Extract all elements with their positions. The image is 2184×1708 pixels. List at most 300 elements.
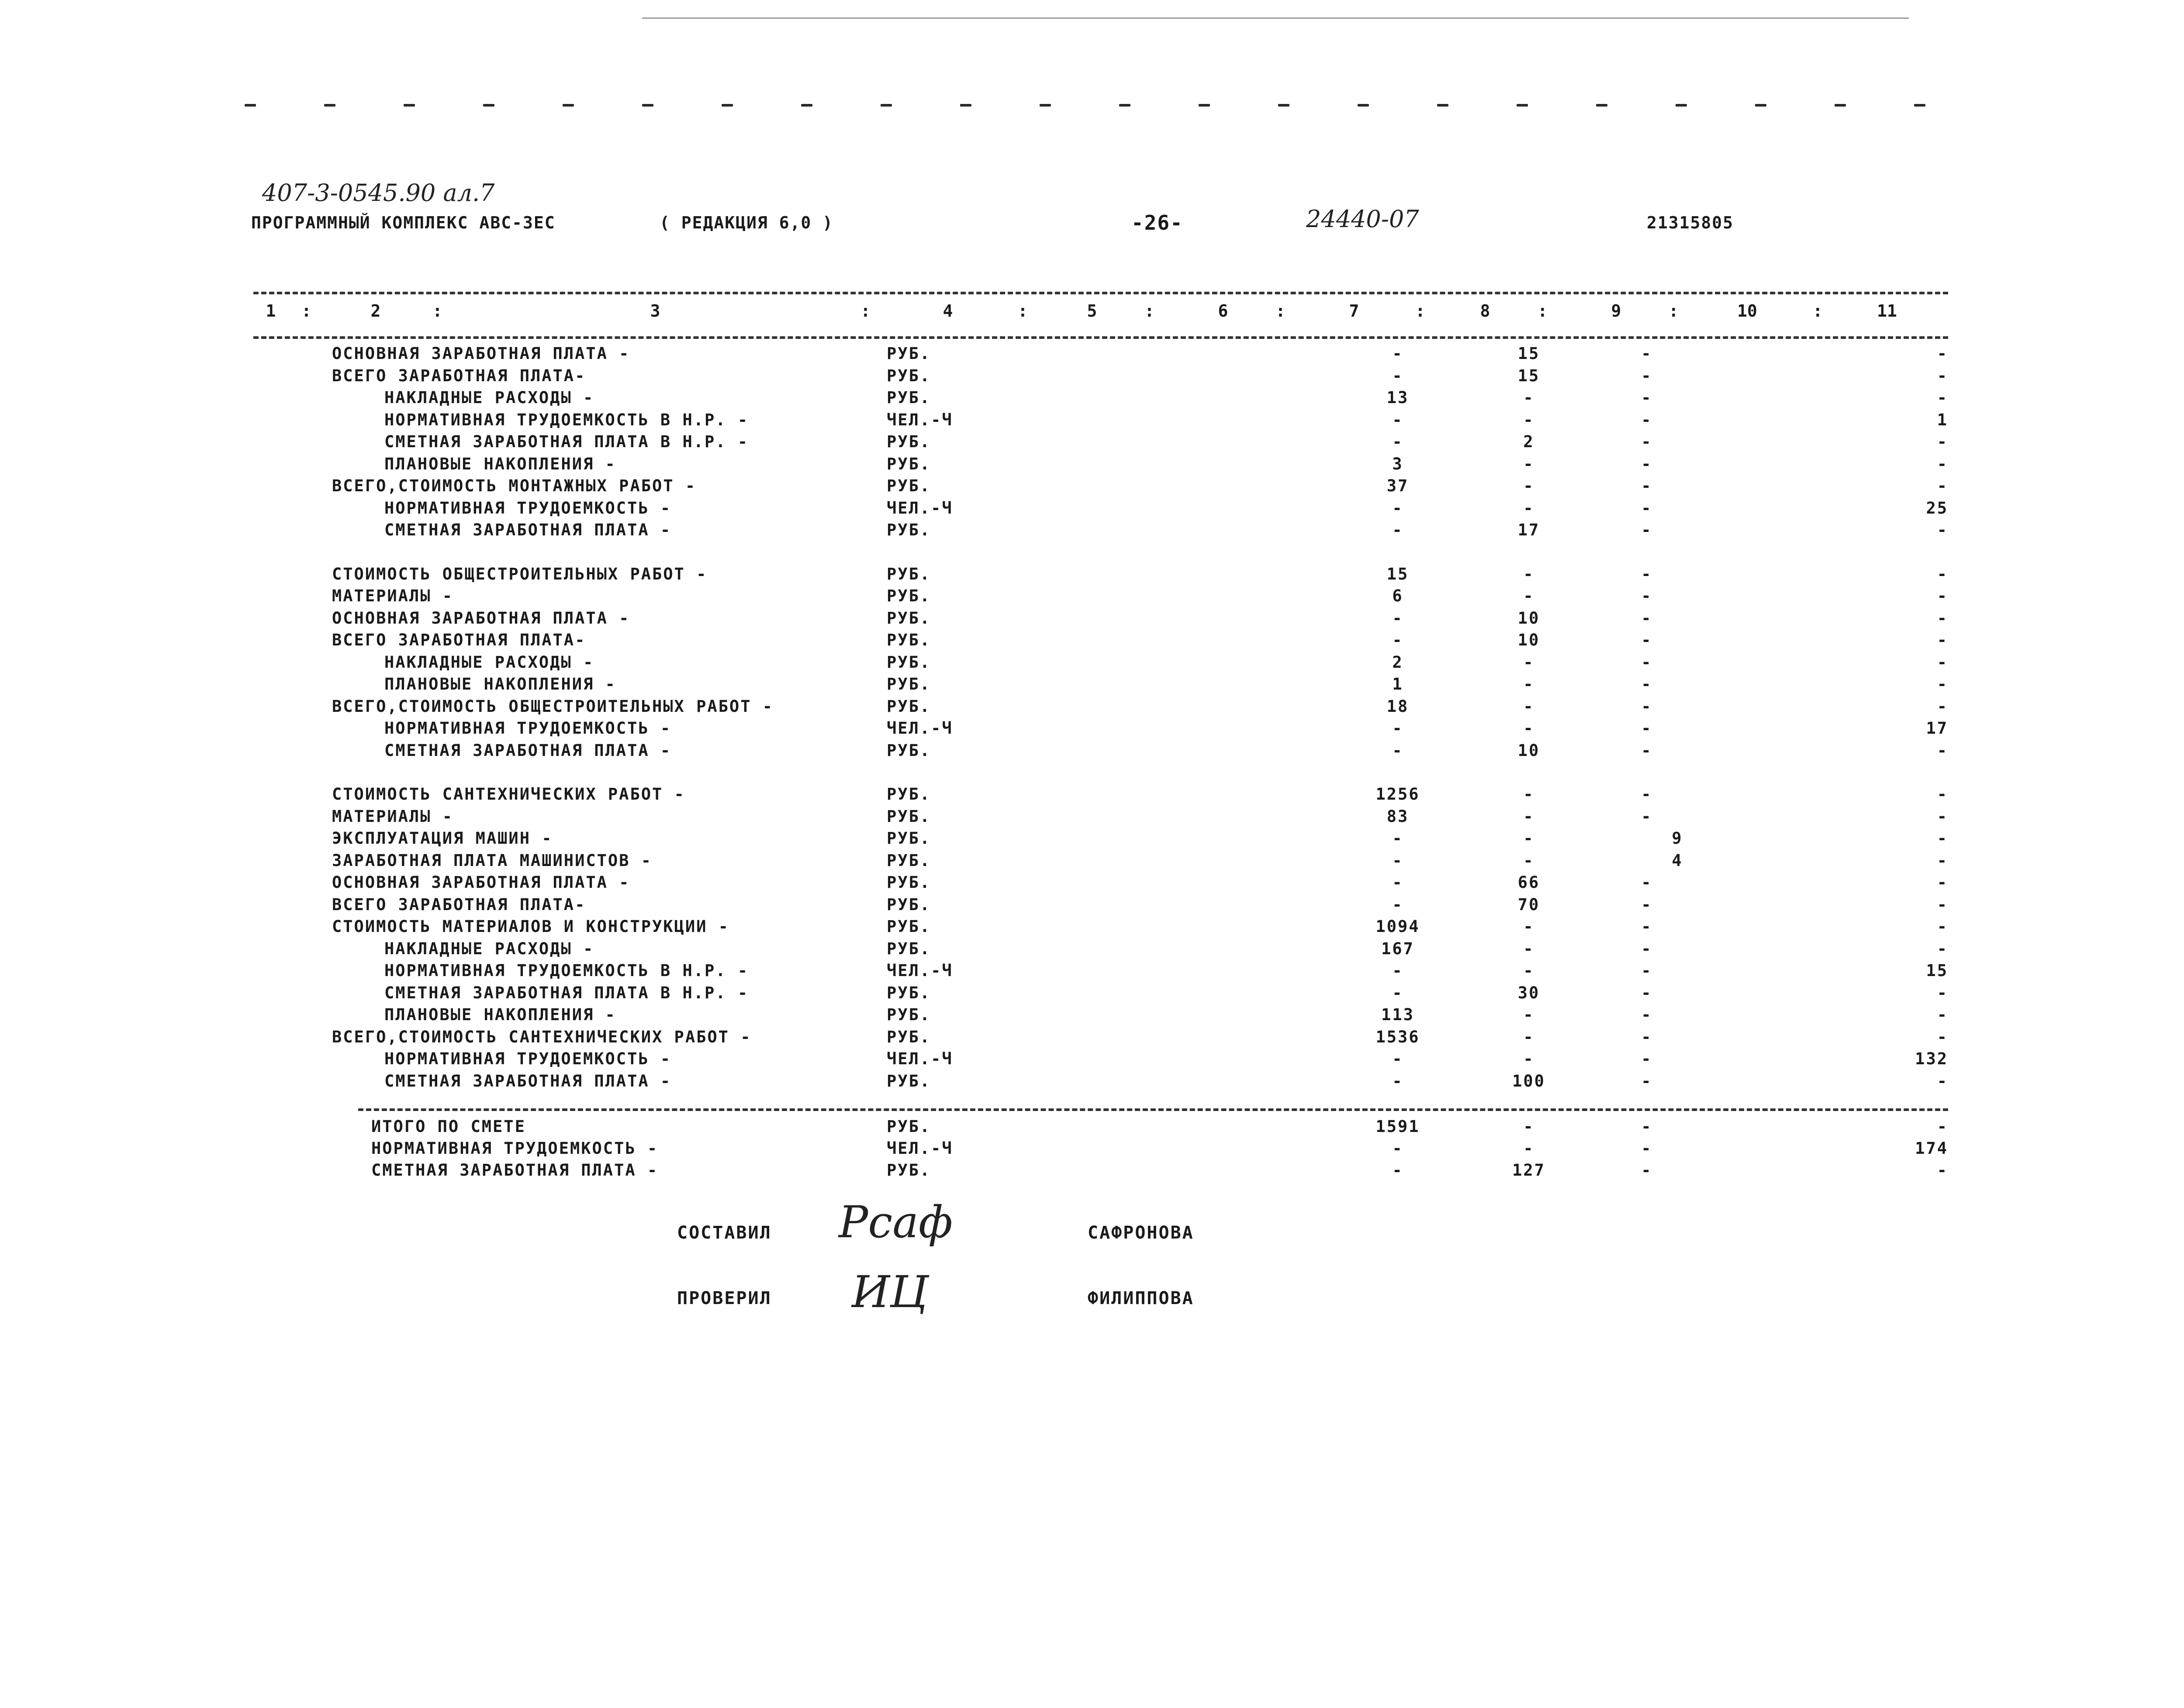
- cell-col8: -: [1523, 675, 1534, 694]
- table-row: [0, 499, 2184, 521]
- row-label: НАКЛАДНЫЕ РАСХОДЫ -: [384, 939, 594, 958]
- cell-col7: 2: [1392, 652, 1403, 672]
- row-unit: РУБ.: [887, 454, 931, 473]
- scan-top-line: [642, 17, 1909, 19]
- cell-col9: -: [1641, 454, 1652, 473]
- cell-col7: 113: [1381, 1005, 1414, 1024]
- row-unit: РУБ.: [887, 939, 931, 958]
- cell-col9: -: [1641, 1161, 1652, 1180]
- row-label: ПЛАНОВЫЕ НАКОПЛЕНИЯ -: [384, 1005, 616, 1024]
- cell-col7: -: [1392, 366, 1403, 385]
- cell-col8: -: [1523, 1117, 1534, 1136]
- cell-col11: -: [1937, 454, 1948, 473]
- cell-col7: -: [1392, 873, 1403, 892]
- perforation-dash: [245, 104, 256, 107]
- table-row: [0, 476, 2184, 498]
- row-label: ВСЕГО,СТОИМОСТЬ МОНТАЖНЫХ РАБОТ -: [332, 476, 697, 495]
- program-title: ПРОГРАММНЫЙ КОМПЛЕКС АВС-3ЕС: [251, 213, 556, 232]
- cell-col8: -: [1523, 807, 1534, 826]
- column-separator: :: [1018, 301, 1028, 321]
- cell-col11: -: [1937, 1161, 1948, 1180]
- cell-col9: -: [1641, 939, 1652, 958]
- perforation-dash: [1040, 104, 1051, 107]
- table-row: [0, 961, 2184, 983]
- cell-col11: -: [1937, 675, 1948, 694]
- table-row: [0, 829, 2184, 851]
- row-unit: ЧЕЛ.-Ч: [887, 1139, 953, 1158]
- table-row: [0, 432, 2184, 454]
- cell-col9: -: [1641, 608, 1652, 628]
- row-label: СМЕТНАЯ ЗАРАБОТНАЯ ПЛАТА В Н.Р. -: [384, 983, 749, 1002]
- row-label: ОСНОВНАЯ ЗАРАБОТНАЯ ПЛАТА -: [332, 608, 630, 628]
- document-code: 21315805: [1647, 213, 1734, 232]
- cell-col8: -: [1523, 939, 1534, 958]
- row-label: НОРМАТИВНАЯ ТРУДОЕМКОСТЬ -: [371, 1139, 659, 1158]
- cell-col11: -: [1937, 829, 1948, 848]
- cell-col8: -: [1523, 719, 1534, 738]
- column-number: 3: [650, 301, 660, 321]
- cell-col11: -: [1937, 895, 1948, 914]
- cell-col8: 10: [1517, 631, 1540, 649]
- row-unit: РУБ.: [887, 741, 931, 760]
- cell-col7: 3: [1392, 454, 1403, 473]
- column-number: 11: [1877, 301, 1897, 321]
- row-unit: РУБ.: [887, 675, 931, 694]
- row-unit: РУБ.: [887, 388, 931, 407]
- perforation-dash: [1437, 104, 1448, 107]
- row-unit: РУБ.: [887, 344, 931, 363]
- column-separator: :: [1669, 301, 1679, 321]
- cell-col9: -: [1641, 631, 1652, 649]
- cell-col11: 25: [1926, 498, 1948, 518]
- cell-col7: 1: [1392, 675, 1403, 694]
- cell-col8: -: [1523, 1027, 1534, 1046]
- cell-col9: -: [1641, 741, 1652, 760]
- compiled-label: СОСТАВИЛ: [677, 1223, 772, 1243]
- cell-col7: -: [1392, 741, 1403, 760]
- table-row: [0, 675, 2184, 697]
- table-row: [0, 851, 2184, 873]
- cell-col7: -: [1392, 1139, 1403, 1158]
- cell-col9: -: [1641, 807, 1652, 826]
- cell-col8: 15: [1517, 366, 1540, 385]
- cell-col7: 83: [1386, 807, 1409, 826]
- row-label: ПЛАНОВЫЕ НАКОПЛЕНИЯ -: [384, 454, 616, 473]
- cell-col11: -: [1937, 873, 1948, 892]
- cell-col8: -: [1523, 564, 1534, 583]
- table-row: [0, 1005, 2184, 1027]
- cell-col9: -: [1641, 521, 1652, 539]
- cell-col7: -: [1392, 410, 1403, 429]
- column-separator: :: [432, 301, 442, 321]
- column-number: 6: [1218, 301, 1228, 321]
- cell-col9: -: [1641, 587, 1652, 605]
- perforation-dash: [642, 104, 653, 107]
- table-row: [0, 388, 2184, 410]
- cell-col9: -: [1641, 652, 1652, 672]
- row-unit: РУБ.: [887, 1005, 931, 1024]
- row-label: НОРМАТИВНАЯ ТРУДОЕМКОСТЬ -: [384, 498, 672, 518]
- row-unit: РУБ.: [887, 697, 931, 716]
- row-unit: РУБ.: [887, 432, 931, 451]
- cell-col8: 15: [1517, 344, 1540, 363]
- cell-col11: -: [1937, 432, 1948, 451]
- table-row: [0, 741, 2184, 763]
- row-label: СМЕТНАЯ ЗАРАБОТНАЯ ПЛАТА -: [371, 1161, 659, 1180]
- row-unit: РУБ.: [887, 652, 931, 672]
- cell-col9: -: [1641, 785, 1652, 804]
- row-unit: РУБ.: [887, 608, 931, 628]
- cell-col11: -: [1937, 851, 1948, 870]
- table-row: [0, 411, 2184, 432]
- cell-col11: -: [1937, 1117, 1948, 1136]
- table-row: [0, 939, 2184, 961]
- cell-col8: -: [1523, 961, 1534, 980]
- cell-col9: -: [1641, 983, 1652, 1002]
- cell-col8: -: [1523, 851, 1534, 870]
- cell-col9: -: [1641, 1049, 1652, 1068]
- table-row: [0, 1139, 2184, 1161]
- cell-col7: -: [1392, 432, 1403, 451]
- handwritten-code: 407-3-0545.90 ал.7: [262, 179, 495, 207]
- row-label: ВСЕГО ЗАРАБОТНАЯ ПЛАТА-: [332, 366, 586, 385]
- table-row: [0, 719, 2184, 741]
- cell-col8: 100: [1512, 1071, 1545, 1090]
- cell-col9: -: [1641, 476, 1652, 495]
- cell-col11: -: [1937, 652, 1948, 672]
- column-separator: :: [1813, 301, 1823, 321]
- table-row: [0, 587, 2184, 608]
- cell-col8: -: [1523, 785, 1534, 804]
- cell-col7: 15: [1386, 564, 1409, 583]
- row-label: ЗАРАБОТНАЯ ПЛАТА МАШИНИСТОВ -: [332, 851, 653, 870]
- row-unit: ЧЕЛ.-Ч: [887, 961, 953, 980]
- row-unit: РУБ.: [887, 829, 931, 848]
- column-separator: :: [860, 301, 871, 321]
- table-row: [0, 344, 2184, 366]
- cell-col8: -: [1523, 587, 1534, 605]
- edition-label: ( РЕДАКЦИЯ 6,0 ): [660, 213, 834, 232]
- row-unit: РУБ.: [887, 1161, 931, 1180]
- row-label: МАТЕРИАЛЫ -: [332, 587, 454, 605]
- perforation-dash: [960, 104, 971, 107]
- table-row: [0, 521, 2184, 542]
- cell-col8: -: [1523, 410, 1534, 429]
- cell-col11: -: [1937, 917, 1948, 936]
- row-unit: РУБ.: [887, 895, 931, 914]
- handwritten-number: 24440-07: [1306, 205, 1419, 233]
- perforation-dash: [1278, 104, 1289, 107]
- column-separator: :: [301, 301, 311, 321]
- cell-col11: -: [1937, 388, 1948, 407]
- row-label: СМЕТНАЯ ЗАРАБОТНАЯ ПЛАТА -: [384, 521, 672, 539]
- cell-col11: -: [1937, 807, 1948, 826]
- cell-col11: -: [1937, 1027, 1948, 1046]
- cell-col11: -: [1937, 564, 1948, 583]
- cell-col8: 17: [1517, 521, 1540, 539]
- row-unit: РУБ.: [887, 631, 931, 649]
- cell-col9: -: [1641, 917, 1652, 936]
- perforation-dash: [1358, 104, 1369, 107]
- column-separator: :: [1415, 301, 1425, 321]
- cell-col9: -: [1641, 1005, 1652, 1024]
- row-label: СТОИМОСТЬ САНТЕХНИЧЕСКИХ РАБОТ -: [332, 785, 685, 804]
- row-unit: РУБ.: [887, 873, 931, 892]
- cell-col7: -: [1392, 608, 1403, 628]
- row-label: ПЛАНОВЫЕ НАКОПЛЕНИЯ -: [384, 675, 616, 694]
- row-label: СМЕТНАЯ ЗАРАБОТНАЯ ПЛАТА -: [384, 741, 672, 760]
- cell-col8: 30: [1517, 983, 1540, 1002]
- cell-col7: -: [1392, 961, 1403, 980]
- perforation-dash: [1676, 104, 1687, 107]
- checked-label: ПРОВЕРИЛ: [677, 1288, 772, 1308]
- table-row: [0, 1161, 2184, 1183]
- cell-col9: -: [1641, 961, 1652, 980]
- cell-col7: 18: [1386, 697, 1409, 716]
- row-unit: РУБ.: [887, 785, 931, 804]
- cell-col7: 167: [1381, 939, 1414, 958]
- row-unit: ЧЕЛ.-Ч: [887, 498, 953, 518]
- cell-col9: -: [1641, 895, 1652, 914]
- row-unit: ЧЕЛ.-Ч: [887, 1049, 953, 1068]
- perforation-dash: [1119, 104, 1130, 107]
- cell-col8: -: [1523, 1005, 1534, 1024]
- perforation-dash: [1199, 104, 1210, 107]
- row-label: ВСЕГО ЗАРАБОТНАЯ ПЛАТА-: [332, 895, 586, 914]
- perforation-dash: [404, 104, 415, 107]
- cell-col11: -: [1937, 741, 1948, 760]
- cell-col8: 2: [1523, 432, 1534, 451]
- row-unit: РУБ.: [887, 1117, 931, 1136]
- row-unit: РУБ.: [887, 1071, 931, 1090]
- cell-col8: 70: [1517, 895, 1540, 914]
- cell-col11: -: [1937, 476, 1948, 495]
- row-label: НАКЛАДНЫЕ РАСХОДЫ -: [384, 652, 594, 672]
- column-number: 7: [1349, 301, 1359, 321]
- perforation-dash: [324, 104, 335, 107]
- table-row: [0, 895, 2184, 917]
- cell-col7: -: [1392, 895, 1403, 914]
- cell-col7: -: [1392, 631, 1403, 649]
- cell-col8: -: [1523, 454, 1534, 473]
- cell-col7: 1591: [1375, 1117, 1420, 1136]
- cell-col10: 4: [1672, 851, 1683, 870]
- table-row: [0, 565, 2184, 587]
- perforation-dash: [881, 104, 892, 107]
- row-unit: РУБ.: [887, 807, 931, 826]
- row-unit: РУБ.: [887, 1027, 931, 1046]
- cell-col7: 13: [1386, 388, 1409, 407]
- table-header-rule: [253, 336, 1948, 339]
- column-number: 10: [1737, 301, 1757, 321]
- cell-col11: -: [1937, 1071, 1948, 1090]
- cell-col9: -: [1641, 873, 1652, 892]
- row-label: СТОИМОСТЬ ОБЩЕСТРОИТЕЛЬНЫХ РАБОТ -: [332, 564, 708, 583]
- cell-col11: -: [1937, 344, 1948, 363]
- cell-col7: -: [1392, 1161, 1403, 1180]
- totals-rule: [358, 1108, 1948, 1111]
- cell-col7: -: [1392, 521, 1403, 539]
- page-number: -26-: [1131, 211, 1183, 235]
- compiled-signature: Рсаф: [839, 1197, 953, 1248]
- table-top-rule: [253, 292, 1948, 294]
- cell-col8: -: [1523, 498, 1534, 518]
- row-label: ВСЕГО,СТОИМОСТЬ ОБЩЕСТРОИТЕЛЬНЫХ РАБОТ -: [332, 697, 774, 716]
- column-number: 1: [266, 301, 276, 321]
- row-label: НОРМАТИВНАЯ ТРУДОЕМКОСТЬ В Н.Р. -: [384, 961, 749, 980]
- row-label: ВСЕГО ЗАРАБОТНАЯ ПЛАТА-: [332, 631, 586, 649]
- cell-col9: -: [1641, 675, 1652, 694]
- cell-col8: -: [1523, 388, 1534, 407]
- perforation-dash: [722, 104, 733, 107]
- cell-col9: -: [1641, 719, 1652, 738]
- table-row: [0, 1072, 2184, 1094]
- column-separator: :: [1144, 301, 1154, 321]
- column-number: 8: [1480, 301, 1490, 321]
- cell-col7: -: [1392, 1049, 1403, 1068]
- cell-col9: -: [1641, 388, 1652, 407]
- row-label: НОРМАТИВНАЯ ТРУДОЕМКОСТЬ -: [384, 1049, 672, 1068]
- row-label: СМЕТНАЯ ЗАРАБОТНАЯ ПЛАТА -: [384, 1071, 672, 1090]
- perforation-dash: [1914, 104, 1925, 107]
- cell-col11: -: [1937, 697, 1948, 716]
- row-label: ОСНОВНАЯ ЗАРАБОТНАЯ ПЛАТА -: [332, 344, 630, 363]
- cell-col8: -: [1523, 697, 1534, 716]
- column-number: 4: [943, 301, 953, 321]
- row-unit: РУБ.: [887, 521, 931, 539]
- cell-col11: 132: [1915, 1049, 1948, 1068]
- column-separator: :: [1275, 301, 1286, 321]
- cell-col9: -: [1641, 697, 1652, 716]
- cell-col9: -: [1641, 1139, 1652, 1158]
- perforation-dash: [1517, 104, 1528, 107]
- column-separator: :: [1538, 301, 1548, 321]
- column-number: 5: [1087, 301, 1097, 321]
- cell-col7: 37: [1386, 476, 1409, 495]
- cell-col11: -: [1937, 939, 1948, 958]
- cell-col7: -: [1392, 829, 1403, 848]
- cell-col11: 174: [1915, 1139, 1948, 1158]
- cell-col9: -: [1641, 410, 1652, 429]
- compiled-name: САФРОНОВА: [1088, 1223, 1194, 1243]
- cell-col8: -: [1523, 1049, 1534, 1068]
- cell-col10: 9: [1672, 829, 1683, 848]
- cell-col8: -: [1523, 652, 1534, 672]
- perforation-dash: [483, 104, 494, 107]
- cell-col8: 10: [1517, 608, 1540, 628]
- checked-signature: ИЦ: [852, 1266, 928, 1318]
- row-label: ОСНОВНАЯ ЗАРАБОТНАЯ ПЛАТА -: [332, 873, 630, 892]
- column-number: 2: [370, 301, 381, 321]
- cell-col9: -: [1641, 1027, 1652, 1046]
- row-label: СТОИМОСТЬ МАТЕРИАЛОВ И КОНСТРУКЦИИ -: [332, 917, 729, 936]
- cell-col11: 1: [1937, 410, 1948, 429]
- row-unit: РУБ.: [887, 564, 931, 583]
- perforation-dash: [1835, 104, 1846, 107]
- cell-col8: -: [1523, 1139, 1534, 1158]
- cell-col8: -: [1523, 476, 1534, 495]
- cell-col7: 1536: [1375, 1027, 1420, 1046]
- table-row: [0, 1028, 2184, 1049]
- cell-col7: -: [1392, 1071, 1403, 1090]
- cell-col8: -: [1523, 829, 1534, 848]
- cell-col7: -: [1392, 719, 1403, 738]
- cell-col8: -: [1523, 917, 1534, 936]
- row-label: ВСЕГО,СТОИМОСТЬ САНТЕХНИЧЕСКИХ РАБОТ -: [332, 1027, 752, 1046]
- table-row: [0, 917, 2184, 939]
- table-row: [0, 1117, 2184, 1139]
- row-label: НОРМАТИВНАЯ ТРУДОЕМКОСТЬ -: [384, 719, 672, 738]
- cell-col7: -: [1392, 344, 1403, 363]
- cell-col11: 17: [1926, 719, 1948, 738]
- cell-col7: -: [1392, 851, 1403, 870]
- row-label: ЭКСПЛУАТАЦИЯ МАШИН -: [332, 829, 553, 848]
- perforation-dash: [801, 104, 812, 107]
- table-row: [0, 807, 2184, 829]
- row-unit: РУБ.: [887, 917, 931, 936]
- perforation-dash: [563, 104, 574, 107]
- perforation-dash: [1755, 104, 1766, 107]
- cell-col9: -: [1641, 344, 1652, 363]
- table-row: [0, 609, 2184, 631]
- table-row: [0, 631, 2184, 652]
- cell-col9: -: [1641, 564, 1652, 583]
- cell-col11: -: [1937, 521, 1948, 539]
- row-unit: РУБ.: [887, 366, 931, 385]
- column-number: 9: [1611, 301, 1621, 321]
- cell-col9: -: [1641, 498, 1652, 518]
- table-row: [0, 366, 2184, 388]
- cell-col11: -: [1937, 366, 1948, 385]
- cell-col8: 10: [1517, 741, 1540, 760]
- cell-col7: 6: [1392, 587, 1403, 605]
- cell-col7: -: [1392, 498, 1403, 518]
- table-row: [0, 1049, 2184, 1071]
- cell-col9: -: [1641, 432, 1652, 451]
- checked-name: ФИЛИППОВА: [1088, 1288, 1194, 1308]
- cell-col11: -: [1937, 631, 1948, 649]
- table-row: [0, 873, 2184, 895]
- perforation-dash: [1596, 104, 1607, 107]
- cell-col8: 127: [1512, 1161, 1545, 1180]
- row-unit: ЧЕЛ.-Ч: [887, 719, 953, 738]
- cell-col9: -: [1641, 1071, 1652, 1090]
- row-label: ИТОГО ПО СМЕТЕ: [371, 1117, 526, 1136]
- table-row: [0, 983, 2184, 1005]
- row-unit: ЧЕЛ.-Ч: [887, 410, 953, 429]
- cell-col9: -: [1641, 366, 1652, 385]
- row-label: НАКЛАДНЫЕ РАСХОДЫ -: [384, 388, 594, 407]
- cell-col11: -: [1937, 587, 1948, 605]
- row-unit: РУБ.: [887, 851, 931, 870]
- table-row: [0, 455, 2184, 476]
- row-unit: РУБ.: [887, 983, 931, 1002]
- cell-col7: -: [1392, 983, 1403, 1002]
- perforation-dashes: [245, 100, 1948, 114]
- cell-col7: 1094: [1375, 917, 1420, 936]
- table-row: [0, 785, 2184, 807]
- table-row: [0, 697, 2184, 719]
- row-unit: РУБ.: [887, 587, 931, 605]
- cell-col7: 1256: [1375, 785, 1420, 804]
- row-unit: РУБ.: [887, 476, 931, 495]
- cell-col11: 15: [1926, 961, 1948, 980]
- cell-col11: -: [1937, 983, 1948, 1002]
- cell-col8: 66: [1517, 873, 1540, 892]
- row-label: СМЕТНАЯ ЗАРАБОТНАЯ ПЛАТА В Н.Р. -: [384, 432, 749, 451]
- cell-col9: -: [1641, 1117, 1652, 1136]
- cell-col11: -: [1937, 1005, 1948, 1024]
